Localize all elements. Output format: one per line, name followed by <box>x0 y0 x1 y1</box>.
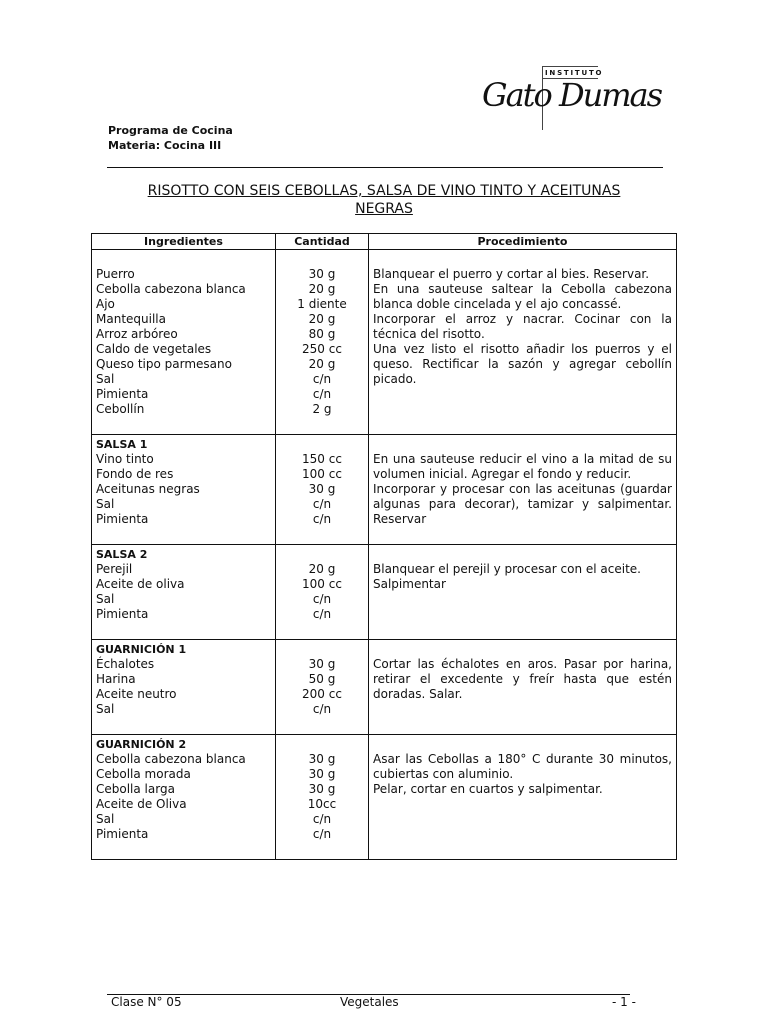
quantity-item: c/n <box>312 372 332 386</box>
spacer <box>373 252 672 267</box>
program-label: Programa de Cocina <box>108 124 233 137</box>
spacer <box>276 547 368 562</box>
ingredient-item: Échalotes <box>96 657 155 671</box>
ingredient-item: Aceite de Oliva <box>96 797 187 811</box>
procedure-cell <box>369 640 677 735</box>
spacer <box>96 417 275 432</box>
quantity-item: c/n <box>312 812 332 826</box>
ingredients-cell <box>92 640 276 735</box>
quantity-item: 100 cc <box>302 577 342 591</box>
quantity-item: c/n <box>312 387 332 401</box>
procedure-step: Blanquear el perejil y procesar con el aceite. <box>373 562 641 576</box>
spacer <box>96 842 275 857</box>
ingredient-item: Cebolla cabezona blanca <box>96 752 246 766</box>
procedure-step: Salpimentar <box>373 577 446 591</box>
ingredient-item: Cebolla cabezona blanca <box>96 282 246 296</box>
procedure-step: En una sauteuse reducir el vino a la mitad de su volumen inicial. Agregar el fondo y reducir. <box>373 452 672 481</box>
ingredient-item: Perejil <box>96 562 133 576</box>
quantity-item: c/n <box>312 702 332 716</box>
spacer <box>373 642 672 657</box>
quantity-item: 30 g <box>308 267 336 281</box>
procedure-step: Incorporar el arroz y nacrar. Cocinar con la técnica del risotto. <box>373 312 672 341</box>
recipe-title-line-2: NEGRAS <box>355 201 413 217</box>
recipe-title <box>92 182 676 218</box>
quantities-cell <box>276 640 369 735</box>
footer-topic: Vegetales <box>340 995 399 1009</box>
quantity-item: 20 g <box>308 312 336 326</box>
quantity-item: 30 g <box>308 482 336 496</box>
table-header-row <box>92 234 677 250</box>
procedure-step: Cortar las échalotes en aros. Pasar por harina, retirar el excedente y freír hasta que estén doradas. Salar. <box>373 657 672 701</box>
quantity-item: 30 g <box>308 767 336 781</box>
ingredient-item: Puerro <box>96 267 135 281</box>
ingredient-item: Pimienta <box>96 827 149 841</box>
procedure-cell <box>369 250 677 435</box>
section-row <box>92 545 677 640</box>
section-row <box>92 735 677 860</box>
spacer <box>276 642 368 657</box>
ingredient-item: Cebollín <box>96 402 145 416</box>
ingredient-item: Sal <box>96 497 115 511</box>
spacer <box>96 527 275 542</box>
procedure-cell <box>369 435 677 545</box>
column-header-ingredients: Ingredientes <box>92 234 276 250</box>
quantity-item: 2 g <box>312 402 332 416</box>
procedure-step: En una sauteuse saltear la Cebolla cabezona blanca doble cincelada y el ajo concassé. <box>373 282 672 311</box>
ingredients-cell <box>92 545 276 640</box>
quantity-item: c/n <box>312 512 332 526</box>
recipe-table-body <box>92 250 677 860</box>
procedure-cell <box>369 735 677 860</box>
ingredient-item: Cebolla morada <box>96 767 191 781</box>
ingredient-item: Pimienta <box>96 607 149 621</box>
quantity-item: 200 cc <box>302 687 342 701</box>
ingredient-item: Sal <box>96 372 115 386</box>
procedure-step: Una vez listo el risotto añadir los puerros y el queso. Rectificar la sazón y agregar cebollín picado. <box>373 342 672 386</box>
logo-name: Gato Dumas <box>482 76 662 114</box>
quantities-cell <box>276 545 369 640</box>
spacer <box>96 252 275 267</box>
spacer <box>373 437 672 452</box>
quantity-item: 20 g <box>308 357 336 371</box>
ingredient-item: Aceitunas negras <box>96 482 200 496</box>
header-divider <box>107 167 663 168</box>
section-heading: GUARNICIÓN 1 <box>96 643 187 656</box>
spacer <box>373 737 672 752</box>
quantity-item: c/n <box>312 592 332 606</box>
subject-label: Materia: Cocina III <box>108 139 222 152</box>
ingredients-cell <box>92 250 276 435</box>
quantity-item: 50 g <box>308 672 336 686</box>
section-heading: SALSA 1 <box>96 438 148 451</box>
section-row <box>92 435 677 545</box>
quantity-item: 1 diente <box>297 297 347 311</box>
ingredient-item: Ajo <box>96 297 115 311</box>
ingredients-cell <box>92 435 276 545</box>
ingredient-item: Aceite neutro <box>96 687 177 701</box>
quantities-cell <box>276 735 369 860</box>
procedure-step: Asar las Cebollas a 180° C durante 30 minutos, cubiertas con aluminio. <box>373 752 672 781</box>
quantity-item: 250 cc <box>302 342 342 356</box>
quantity-item: 30 g <box>308 657 336 671</box>
section-row <box>92 250 677 435</box>
ingredient-item: Fondo de res <box>96 467 174 481</box>
spacer <box>276 252 368 267</box>
ingredient-item: Sal <box>96 702 115 716</box>
quantity-item: c/n <box>312 607 332 621</box>
spacer <box>96 622 275 637</box>
ingredient-item: Sal <box>96 812 115 826</box>
section-heading: SALSA 2 <box>96 548 148 561</box>
quantities-cell <box>276 250 369 435</box>
quantity-item: 20 g <box>308 562 336 576</box>
ingredient-item: Sal <box>96 592 115 606</box>
ingredients-cell <box>92 735 276 860</box>
quantity-item: 100 cc <box>302 467 342 481</box>
logo-institute-label: INSTITUTO <box>545 69 604 77</box>
ingredient-item: Pimienta <box>96 512 149 526</box>
footer-class: Clase N° 05 <box>111 995 182 1009</box>
column-header-procedure: Procedimiento <box>369 234 677 250</box>
recipe-title-line-1: RISOTTO CON SEIS CEBOLLAS, SALSA DE VINO TINTO Y ACEITUNAS <box>147 183 621 199</box>
column-header-quantity: Cantidad <box>276 234 369 250</box>
ingredient-item: Cebolla larga <box>96 782 175 796</box>
ingredient-item: Arroz arbóreo <box>96 327 178 341</box>
procedure-step: Pelar, cortar en cuartos y salpimentar. <box>373 782 603 796</box>
procedure-cell <box>369 545 677 640</box>
spacer <box>96 717 275 732</box>
quantity-item: c/n <box>312 497 332 511</box>
ingredient-item: Queso tipo parmesano <box>96 357 232 371</box>
quantities-cell <box>276 435 369 545</box>
spacer <box>373 547 672 562</box>
quantity-item: c/n <box>312 827 332 841</box>
ingredient-item: Caldo de vegetales <box>96 342 212 356</box>
procedure-step: Blanquear el puerro y cortar al bies. Reservar. <box>373 267 650 281</box>
section-heading: GUARNICIÓN 2 <box>96 738 187 751</box>
quantity-item: 80 g <box>308 327 336 341</box>
footer-page-number: - 1 - <box>612 995 636 1009</box>
ingredient-item: Aceite de oliva <box>96 577 185 591</box>
procedure-step: Incorporar y procesar con las aceitunas (guardar algunas para decorar), tamizar y salpimentar. Reservar <box>373 482 672 526</box>
spacer <box>276 437 368 452</box>
quantity-item: 20 g <box>308 282 336 296</box>
quantity-item: 30 g <box>308 782 336 796</box>
section-row <box>92 640 677 735</box>
quantity-item: 10cc <box>307 797 337 811</box>
quantity-item: 30 g <box>308 752 336 766</box>
ingredient-item: Harina <box>96 672 136 686</box>
ingredient-item: Mantequilla <box>96 312 166 326</box>
ingredient-item: Vino tinto <box>96 452 154 466</box>
ingredient-item: Pimienta <box>96 387 149 401</box>
spacer <box>276 737 368 752</box>
quantity-item: 150 cc <box>302 452 342 466</box>
institute-logo <box>482 66 662 132</box>
recipe-table <box>91 233 677 860</box>
